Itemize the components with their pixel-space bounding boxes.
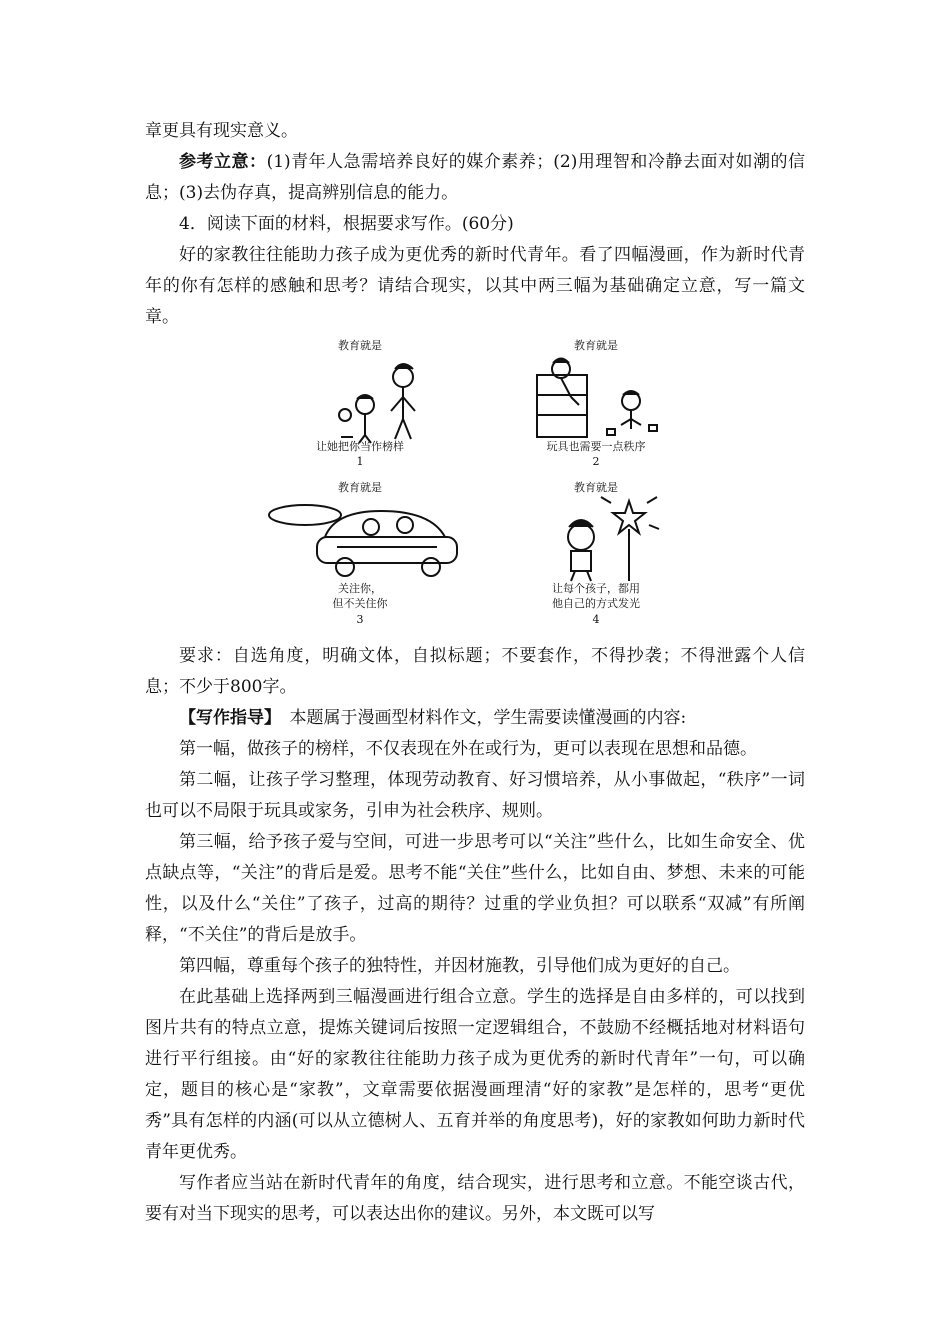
guide-paragraph-4: 第四幅，尊重每个孩子的独特性，并因材施教，引导他们成为更好的自己。 xyxy=(179,956,740,976)
question-4-material: 好的家教往往能助力孩子成为更优秀的新时代青年。看了四幅漫画，作为新时代青年的你有怎样的感触和思考？请结合现实，以其中两三幅为基础确定立意，写一篇文章。 xyxy=(145,245,805,327)
panel-2-caption: 玩具也需要一点秩序 xyxy=(546,440,646,453)
panel-1-title: 教育就是 xyxy=(338,339,382,352)
comic-panel-4 xyxy=(481,481,711,626)
comic-figure xyxy=(145,335,805,635)
comic-panel-1 xyxy=(245,339,475,479)
panel-3-number: 3 xyxy=(356,613,364,626)
guide-paragraph-6: 写作者应当站在新时代青年的角度，结合现实，进行思考和立意。不能空谈古代，要有对当下现实的思考，可以表达出你的建议。另外，本文既可以写 xyxy=(145,1173,805,1224)
reference-ideas xyxy=(145,147,805,209)
intro-line: 章更具有现实意义。 xyxy=(145,121,298,141)
panel-4-number: 4 xyxy=(592,613,600,626)
comic-panel-2 xyxy=(481,339,711,479)
reference-label: 参考立意： xyxy=(179,152,267,172)
panel-2-number: 2 xyxy=(592,455,600,468)
comic-panel-3 xyxy=(245,481,475,626)
panel-4-caption-line-1: 让每个孩子，都用 xyxy=(552,582,640,595)
panel-3-title: 教育就是 xyxy=(338,481,382,494)
question-4-title: 4．阅读下面的材料，根据要求写作。(60分) xyxy=(179,214,514,234)
writing-guide-intro xyxy=(145,703,805,734)
panel-4-title: 教育就是 xyxy=(574,481,618,494)
requirement: 要求：自选角度，明确文体，自拟标题；不要套作，不得抄袭；不得泄露个人信息；不少于800字。 xyxy=(145,646,805,697)
panel-2-title: 教育就是 xyxy=(574,339,618,352)
guide-paragraph-2: 第二幅，让孩子学习整理，体现劳动教育、好习惯培养，从小事做起，“秩序”一词也可以不局限于玩具或家务，引申为社会秩序、规则。 xyxy=(145,770,805,821)
panel-4-caption xyxy=(481,581,711,611)
writing-guide-intro-text: 本题属于漫画型材料作文，学生需要读懂漫画的内容: xyxy=(272,708,687,728)
guide-paragraph-3: 第三幅，给予孩子爱与空间，可进一步思考可以“关注”些什么，比如生命安全、优点缺点等，“关注”的背后是爱。思考不能“关住”些什么，比如自由、梦想、未来的可能性，以及什么“关住”了孩子，过高的期待？过重的学业负担？可以联系“双减”有所阐释，“不关住”的背后是放手。 xyxy=(145,832,805,945)
writing-guide-label: 【写作指导】 xyxy=(179,708,273,728)
panel-1-number: 1 xyxy=(356,455,364,468)
panel-3-caption xyxy=(245,581,475,611)
guide-paragraph-1: 第一幅，做孩子的榜样，不仅表现在外在或行为，更可以表现在思想和品德。 xyxy=(179,739,757,759)
panel-1-caption: 让她把你当作榜样 xyxy=(316,440,404,453)
guide-paragraph-5: 在此基础上选择两到三幅漫画进行组合立意。学生的选择是自由多样的，可以找到图片共有的特点立意，提炼关键词后按照一定逻辑组合，不鼓励不经概括地对材料语句进行平行组接。由“好的家教往往能助力孩子成为更优秀的新时代青年”一句，可以确定，题目的核心是“家教”，文章需要依据漫画理清“好的家教”是怎样的，思考“更优秀”具有怎样的内涵(可以从立德树人、五育并举的角度思考)，好的家教如何助力新时代青年更优秀。 xyxy=(145,987,805,1162)
reference-text: (1)青年人急需培养良好的媒介素养；(2)用理智和冷静去面对如潮的信息；(3)去伪存真，提高辨别信息的能力。 xyxy=(145,152,806,203)
panel-4-caption-line-2: 他自己的方式发光 xyxy=(552,597,640,610)
document-page xyxy=(145,116,805,1230)
panel-3-caption-line-2: 但不关住你 xyxy=(332,597,388,610)
panel-3-caption-line-1: 关注你， xyxy=(338,582,382,595)
